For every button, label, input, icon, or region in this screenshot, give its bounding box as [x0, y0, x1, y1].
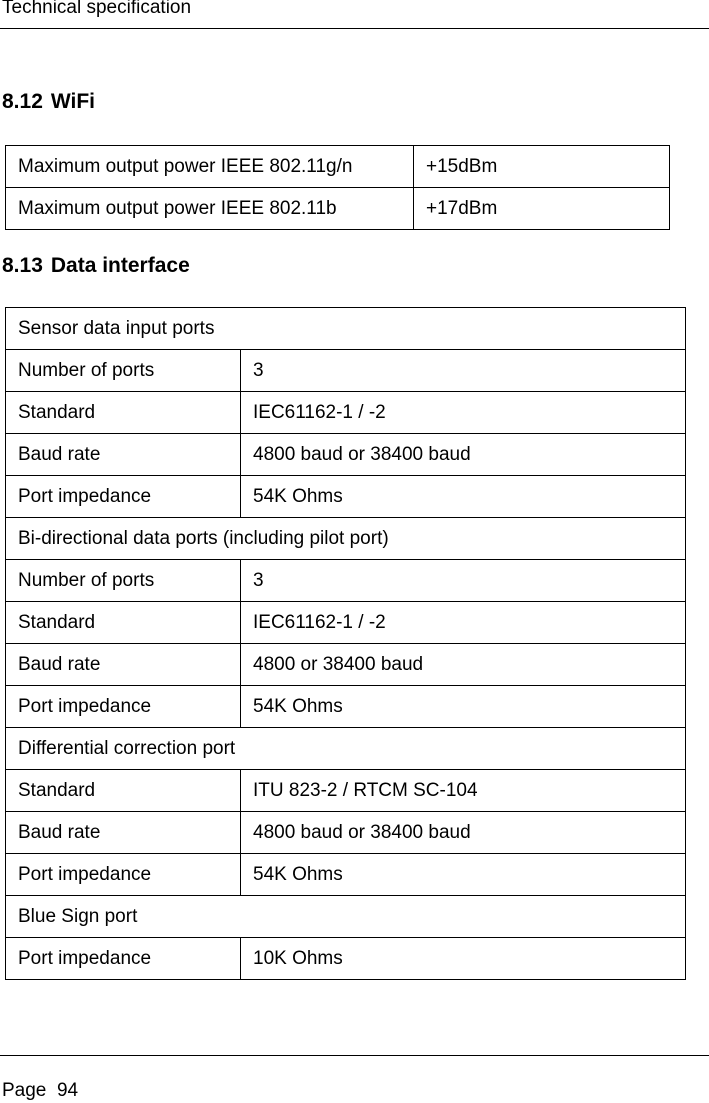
table-row: [6, 938, 686, 980]
spec-label: Standard: [6, 602, 241, 644]
footer-divider: [0, 1055, 709, 1056]
spec-value: IEC61162-1 / -2: [241, 602, 686, 644]
spec-label: Port impedance: [6, 476, 241, 518]
spec-value: +15dBm: [414, 146, 670, 188]
spec-value: 4800 baud or 38400 baud: [241, 434, 686, 476]
table-group-row: [6, 728, 686, 770]
spec-label: Standard: [6, 770, 241, 812]
section-heading: Data interface: [50, 254, 190, 277]
table-row: [6, 392, 686, 434]
spec-label: Maximum output power IEEE 802.11b: [6, 188, 414, 230]
spec-value: 4800 or 38400 baud: [241, 644, 686, 686]
spec-label: Baud rate: [6, 812, 241, 854]
group-heading: Sensor data input ports: [6, 308, 686, 350]
page-header-title: Technical specification: [2, 0, 192, 18]
table-group-row: [6, 308, 686, 350]
spec-label: Maximum output power IEEE 802.11g/n: [6, 146, 414, 188]
group-heading: Bi-directional data ports (including pilot port): [6, 518, 686, 560]
table-row: [6, 602, 686, 644]
table-row: [6, 812, 686, 854]
table-row: [6, 644, 686, 686]
spec-label: Baud rate: [6, 644, 241, 686]
header-divider: [0, 28, 709, 29]
data-interface-spec-table: [5, 307, 686, 980]
table-row: [6, 350, 686, 392]
wifi-spec-table: [5, 145, 670, 230]
table-row: [6, 188, 670, 230]
page-footer: [2, 1080, 78, 1102]
table-row: [6, 476, 686, 518]
group-heading: Blue Sign port: [6, 896, 686, 938]
table-row: [6, 560, 686, 602]
spec-label: Number of ports: [6, 560, 241, 602]
spec-label: Port impedance: [6, 938, 241, 980]
table-row: [6, 770, 686, 812]
group-heading: Differential correction port: [6, 728, 686, 770]
table-row: [6, 854, 686, 896]
table-group-row: [6, 518, 686, 560]
section-heading: WiFi: [50, 90, 96, 113]
spec-value: +17dBm: [414, 188, 670, 230]
spec-value: 54K Ohms: [241, 686, 686, 728]
spec-label: Baud rate: [6, 434, 241, 476]
spec-value: 4800 baud or 38400 baud: [241, 812, 686, 854]
spec-value: ITU 823-2 / RTCM SC-104: [241, 770, 686, 812]
spec-value: 54K Ohms: [241, 476, 686, 518]
spec-label: Standard: [6, 392, 241, 434]
table-row: [6, 686, 686, 728]
spec-value: 3: [241, 350, 686, 392]
table-row: [6, 434, 686, 476]
table-row: [6, 146, 670, 188]
spec-value: IEC61162-1 / -2: [241, 392, 686, 434]
section-title-data-interface: [2, 254, 190, 278]
spec-value: 3: [241, 560, 686, 602]
section-number: 8.13: [2, 254, 43, 277]
page-number: 94: [56, 1080, 79, 1101]
page-label: Page: [2, 1080, 47, 1101]
spec-value: 54K Ohms: [241, 854, 686, 896]
spec-label: Number of ports: [6, 350, 241, 392]
spec-label: Port impedance: [6, 686, 241, 728]
spec-value: 10K Ohms: [241, 938, 686, 980]
section-title-wifi: [2, 90, 95, 114]
table-group-row: [6, 896, 686, 938]
section-number: 8.12: [2, 90, 43, 113]
spec-label: Port impedance: [6, 854, 241, 896]
